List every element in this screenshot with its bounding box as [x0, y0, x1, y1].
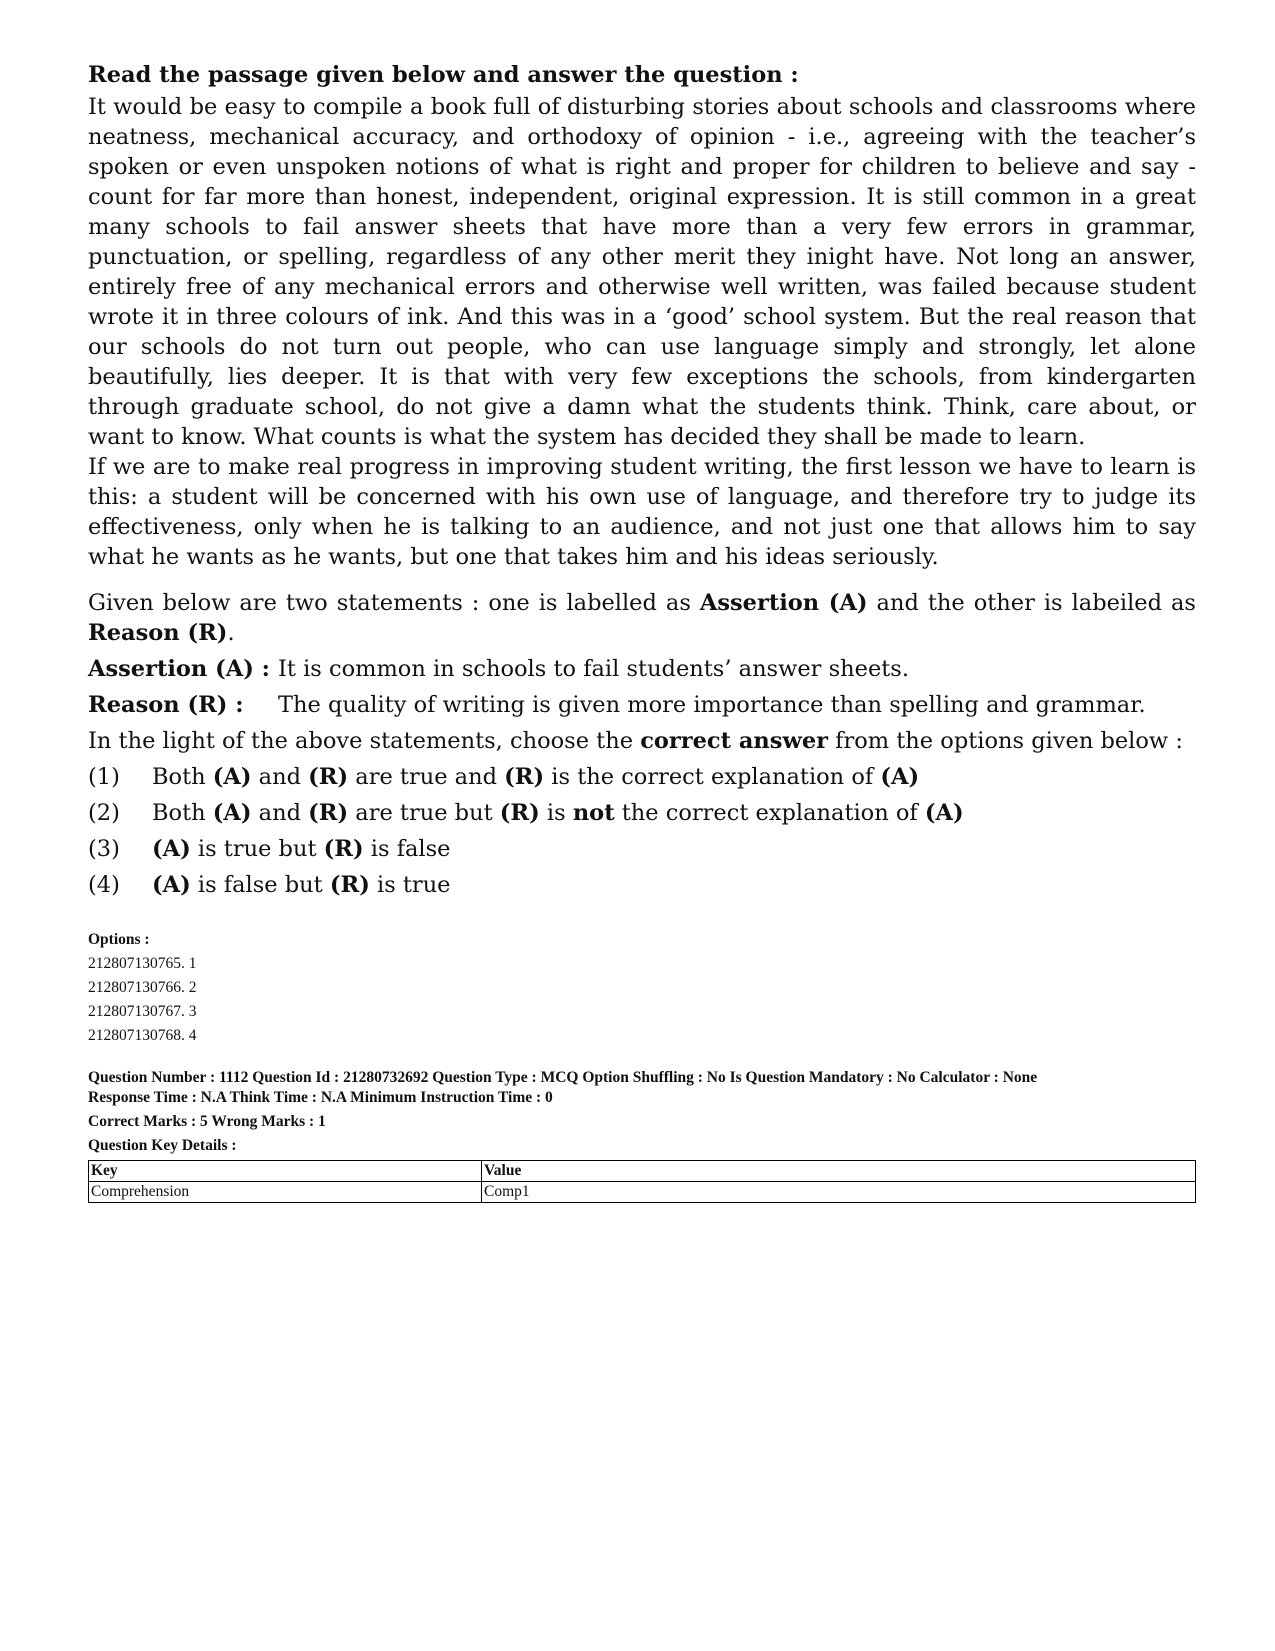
answer-option-number: (4) [88, 872, 120, 898]
statements-intro-text: . [227, 620, 235, 646]
statements-intro-text: and the other is labeiled as [867, 590, 1196, 616]
instruction-line [88, 726, 1196, 756]
reason-row [88, 690, 1196, 720]
answer-option-emphasis: (R) [323, 836, 364, 862]
answer-option-number: (2) [88, 800, 120, 826]
answer-option-fragment: are true but [348, 800, 500, 826]
reason-text: The quality of writing is given more importance than spelling and grammar. [278, 692, 1146, 718]
answer-option-emphasis: (R) [308, 764, 349, 790]
answer-option-emphasis: (A) [924, 800, 964, 826]
answer-option-text [152, 798, 1196, 828]
option-id-3: 212807130767. 3 [88, 1003, 197, 1020]
answer-option-fragment: is false [363, 836, 451, 862]
marks-line: Correct Marks : 5 Wrong Marks : 1 [88, 1113, 326, 1130]
question-info-line-1: Question Number : 1112 Question Id : 21280732692 Question Type : MCQ Option Shuffling : No Is Question Mandatory : No Calculator : None [88, 1069, 1038, 1086]
answer-option-fragment: the correct explanation of [614, 800, 925, 826]
answer-option-text [152, 762, 1196, 792]
answer-option-fragment: and [251, 764, 309, 790]
passage-intro: Read the passage given below and answer the question : [88, 62, 799, 88]
instruction-text: In the light of the above statements, choose the [88, 728, 641, 754]
answer-option-fragment: is the correct explanation of [544, 764, 881, 790]
answer-option-number: (1) [88, 764, 120, 790]
options-heading: Options : [88, 931, 150, 948]
answer-option-fragment: Both [152, 764, 213, 790]
assertion-row [88, 654, 1196, 684]
table-header-key: Key [89, 1161, 482, 1182]
table-cell-key: Comprehension [89, 1182, 482, 1203]
assertion-text: It is common in schools to fail students’ answer sheets. [278, 656, 909, 682]
answer-option-fragment: is true [369, 872, 451, 898]
table-cell-value: Comp1 [482, 1182, 1196, 1203]
answer-option-text [152, 870, 1196, 900]
statements-intro-text: Given below are two statements : one is labelled as [88, 590, 700, 616]
question-info-line-2: Response Time : N.A Think Time : N.A Minimum Instruction Time : 0 [88, 1089, 553, 1106]
answer-option-fragment: and [251, 800, 309, 826]
assertion-term: Assertion (A) [699, 590, 868, 616]
passage-paragraph-1: It would be easy to compile a book full of disturbing stories about schools and classrooms where neatness, mechanical accuracy, and orthodoxy of opinion - i.e., agreeing with the teacher’s spoken or even unspoken notions of what is right and proper for children to believe and say - count for far more than honest, independent, original expression. It is still common in a great many schools to fail answer sheets that have more than a very few errors in grammar, punctuation, or spelling, regardless of any other merit they inight have. Not long an answer, entirely free of any mechanical errors and otherwise well written, was failed because student wrote it in three colours of ink. And this was in a ‘good’ school system. But the real reason that our schools do not turn out people, who can use language simply and strongly, let alone beautifully, lies deeper. It is that with very few exceptions the schools, from kindergarten through graduate school, do not give a damn what the students think. Think, care about, or want to know. What counts is what the system has decided they shall be made to learn. [88, 94, 1196, 450]
answer-option-emphasis: (R) [329, 872, 370, 898]
option-id-4: 212807130768. 4 [88, 1027, 197, 1044]
answer-option-emphasis: (R) [504, 764, 545, 790]
table-row [89, 1182, 1196, 1203]
question-meta [88, 928, 1196, 1203]
reason-term: Reason (R) [88, 620, 228, 646]
instruction-emphasis: correct answer [640, 728, 828, 754]
statements-intro [88, 588, 1196, 648]
answer-option-emphasis: (R) [499, 800, 540, 826]
answer-option-emphasis: (A) [212, 800, 252, 826]
answer-option-3 [88, 834, 1196, 864]
passage-paragraph-2: If we are to make real progress in improving student writing, the first lesson we have to learn is this: a student will be concerned with his own use of language, and therefore try to judge its effectiveness, only when he is talking to an audience, and not just one that allows him to say what he wants as he wants, but one that takes him and his ideas seriously. [88, 454, 1196, 570]
key-details-table [88, 1160, 1196, 1203]
instruction-text: from the options given below : [828, 728, 1183, 754]
assertion-label: Assertion (A) : [88, 656, 270, 682]
table-header-value: Value [482, 1161, 1196, 1182]
answer-option-emphasis: (A) [880, 764, 920, 790]
option-id-1: 212807130765. 1 [88, 955, 197, 972]
answer-option-fragment: are true and [348, 764, 505, 790]
answer-option-4 [88, 870, 1196, 900]
answer-option-text [152, 834, 1196, 864]
question-body [88, 60, 1196, 900]
answer-option-2 [88, 798, 1196, 828]
answer-option-emphasis: not [572, 800, 615, 826]
answer-option-emphasis: (R) [308, 800, 349, 826]
answer-option-fragment: Both [152, 800, 213, 826]
options-list [88, 762, 1196, 900]
table-header-row [89, 1161, 1196, 1182]
answer-option-emphasis: (A) [152, 836, 191, 862]
reason-label: Reason (R) : [88, 692, 244, 718]
answer-option-fragment: is [539, 800, 573, 826]
answer-option-1 [88, 762, 1196, 792]
answer-option-emphasis: (A) [212, 764, 252, 790]
answer-option-fragment: is true but [190, 836, 324, 862]
answer-option-number: (3) [88, 836, 120, 862]
option-id-2: 212807130766. 2 [88, 979, 197, 996]
answer-option-fragment: is false but [190, 872, 330, 898]
key-details-heading: Question Key Details : [88, 1137, 237, 1154]
answer-option-emphasis: (A) [152, 872, 191, 898]
